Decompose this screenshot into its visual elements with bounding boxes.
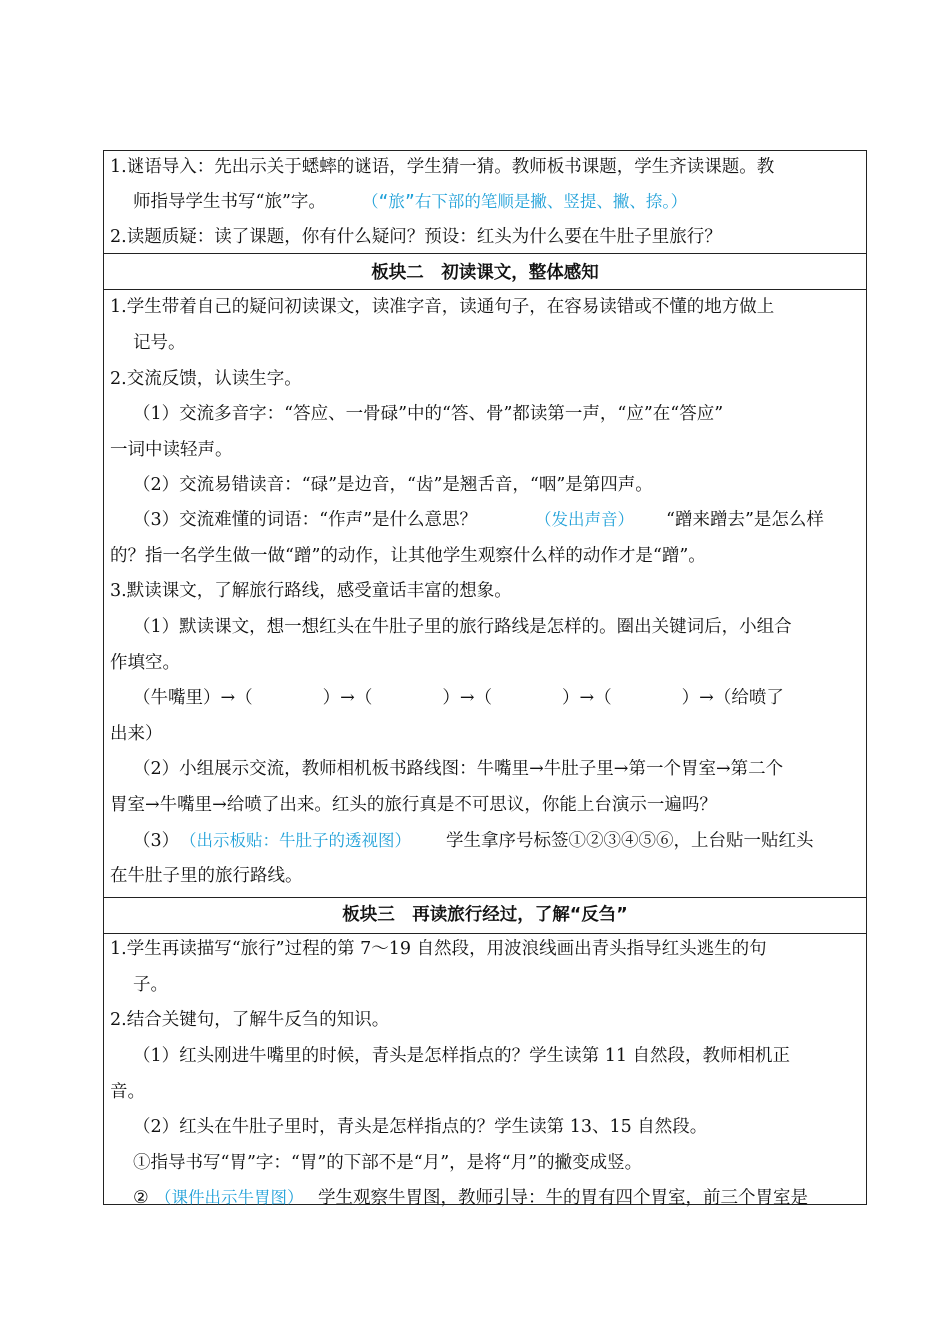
text-line: 子。 [133, 975, 168, 995]
text-line: 一词中读轻声。 [110, 440, 233, 460]
section-heading: 板块二 初读课文，整体感知 [371, 263, 599, 283]
text-line: 学生拿序号标签①②③④⑤⑥，上台贴一贴红头 [446, 831, 814, 851]
annotation-text: （出示板贴：牛肚子的透视图） [180, 831, 411, 850]
text-line: 的？指一名学生做一做“蹭”的动作，让其他学生观察什么样的动作才是“蹭”。 [110, 546, 706, 566]
text-line: 1.学生再读描写“旅行”过程的第 7～19 自然段，用波浪线画出青头指导红头逃生的句 [110, 939, 767, 959]
text-line: ①指导书写“胃”字：“胃”的下部不是“月”，是将“月”的撇变成竖。 [133, 1153, 643, 1173]
text-line: （3）交流难懂的词语：“作声”是什么意思？ [133, 510, 478, 530]
text-line: 音。 [110, 1082, 145, 1102]
text-line: 师指导学生书写“旅”字。 [133, 192, 326, 212]
text-line: 1.学生带着自己的疑问初读课文，读准字音，读通句子，在容易读错或不懂的地方做上 [110, 297, 775, 317]
text-line: （1）交流多音字：“答应、一骨碌”中的“答、骨”都读第一声，“应”在“答应” [133, 404, 724, 424]
text-line: 2.交流反馈，认读生字。 [110, 369, 302, 389]
text-line: 3.默读课文，了解旅行路线，感受童话丰富的想象。 [110, 581, 512, 601]
text-line: （3） [133, 831, 180, 851]
text-line: 学生观察牛胃图，教师引导：牛的胃有四个胃室，前三个胃室是 [318, 1188, 808, 1208]
text-line: 在牛肚子里的旅行路线。 [110, 866, 303, 886]
annotation-text: （发出声音） [535, 510, 634, 529]
text-line: “蹭来蹭去”是怎么样 [666, 510, 824, 530]
text-line: （2）小组展示交流，教师相机板书路线图：牛嘴里→牛肚子里→第一个胃室→第二个 [133, 759, 784, 779]
text-line: 作填空。 [110, 653, 180, 673]
annotation-text: （“旅”右下部的笔顺是撇、竖提、撇、捺。） [362, 192, 688, 211]
text-line: 2.结合关键句，了解牛反刍的知识。 [110, 1010, 390, 1030]
section-heading: 板块三 再读旅行经过，了解“反刍” [342, 905, 628, 925]
text-line: 记号。 [133, 333, 186, 353]
annotation-text: （课件出示牛胃图） [155, 1188, 304, 1207]
text-line: 出来） [110, 724, 163, 744]
text-line: 胃室→牛嘴里→给喷了出来。红头的旅行真是不可思议，你能上台演示一遍吗？ [110, 795, 717, 815]
text-line: （1）默读课文，想一想红头在牛肚子里的旅行路线是怎样的。圈出关键词后，小组合 [133, 617, 792, 637]
text-line: （2）红头在牛肚子里时，青头是怎样指点的？学生读第 13、15 自然段。 [133, 1117, 708, 1137]
text-line: 1.谜语导入：先出示关于蟋蟀的谜语，学生猜一猜。教师板书课题，学生齐读课题。教 [110, 157, 775, 177]
text-line: （2）交流易错读音：“碌”是边音，“齿”是翘舌音，“咽”是第四声。 [133, 475, 653, 495]
fill-in-blank-route: （牛嘴里）→（ ）→（ ）→（ ）→（ ）→（给喷了 [133, 688, 784, 708]
text-line: （1）红头刚进牛嘴里的时候，青头是怎样指点的？学生读第 11 自然段，教师相机正 [133, 1046, 791, 1066]
text-line: ② [133, 1188, 149, 1208]
text-line: 2.读题质疑：读了课题，你有什么疑问？预设：红头为什么要在牛肚子里旅行？ [110, 227, 722, 247]
